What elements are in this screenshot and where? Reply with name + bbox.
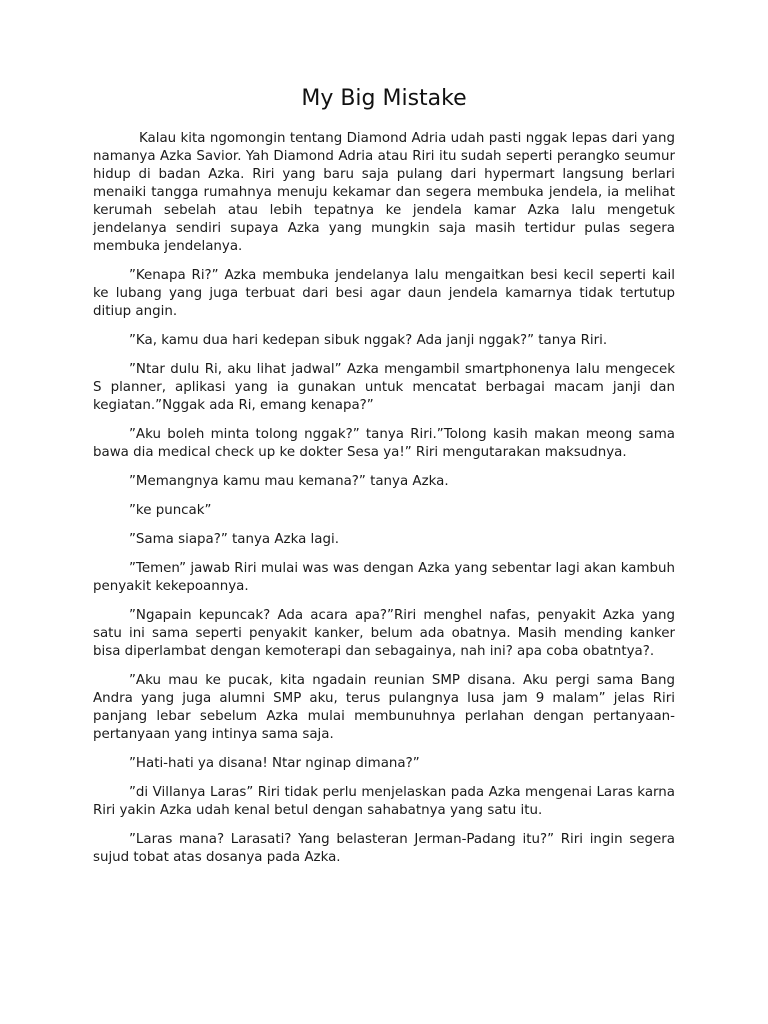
document-body — [93, 130, 675, 878]
paragraph: ”Kenapa Ri?” Azka membuka jendelanya lalu mengaitkan besi kecil seperti kail ke lubang yang juga terbuat dari besi agar daun jendela kamarnya tidak tertutup ditiup angin. — [93, 268, 675, 319]
paragraph: ”Laras mana? Larasati? Yang belasteran Jerman-Padang itu?” Riri ingin segera sujud tobat atas dosanya pada Azka. — [93, 832, 675, 865]
paragraph: ”Sama siapa?” tanya Azka lagi. — [129, 532, 339, 547]
paragraph: ”Ka, kamu dua hari kedepan sibuk nggak? Ada janji nggak?” tanya Riri. — [129, 333, 608, 348]
document-title: My Big Mistake — [301, 86, 467, 111]
paragraph: ”Ntar dulu Ri, aku lihat jadwal” Azka mengambil smartphonenya lalu mengecek S planner, aplikasi yang ia gunakan untuk mencatat berbagai macam janji dan kegiatan.”Nggak ada Ri, emang kenapa?” — [93, 362, 675, 413]
paragraph: ”Ngapain kepuncak? Ada acara apa?”Riri menghel nafas, penyakit Azka yang satu ini sama seperti penyakit kanker, belum ada obatnya. Masih mending kanker bisa diperlambat dengan kemoterapi dan sebagainya, nah ini? apa coba obatntya?. — [93, 608, 675, 659]
paragraph: Kalau kita ngomongin tentang Diamond Adria udah pasti nggak lepas dari yang namanya Azka Savior. Yah Diamond Adria atau Riri itu sudah seperti perangko seumur hidup di badan Azka. Riri yang baru saja pulang dari hypermart langsung berlari menaiki tangga rumahnya menuju kekamar dan segera membuka jendela, ia melihat kerumah sebelah atau lebih tepatnya ke jendela kamar Azka lalu mengetuk jendelanya sendiri supaya Azka yang mungkin saja masih tertidur pulas segera membuka jendelanya. — [93, 131, 675, 254]
paragraph: ”Aku boleh minta tolong nggak?” tanya Riri.”Tolong kasih makan meong sama bawa dia medical check up ke dokter Sesa ya!” Riri mengutarakan maksudnya. — [93, 427, 675, 460]
paragraph: ”Hati-hati ya disana! Ntar nginap dimana?” — [129, 756, 420, 771]
paragraph: ”ke puncak” — [129, 503, 212, 518]
paragraph: ”Temen” jawab Riri mulai was was dengan Azka yang sebentar lagi akan kambuh penyakit kekepoannya. — [93, 561, 675, 594]
paragraph: ”Memangnya kamu mau kemana?” tanya Azka. — [129, 474, 449, 489]
paragraph: ”Aku mau ke pucak, kita ngadain reunian SMP disana. Aku pergi sama Bang Andra yang juga alumni SMP aku, terus pulangnya lusa jam 9 malam” jelas Riri panjang lebar sebelum Azka mulai membunuhnya perlahan dengan pertanyaan-pertanyaan yang intinya sama saja. — [93, 673, 675, 742]
paragraph: ”di Villanya Laras” Riri tidak perlu menjelaskan pada Azka mengenai Laras karna Riri yakin Azka udah kenal betul dengan sahabatnya yang satu itu. — [93, 785, 675, 818]
